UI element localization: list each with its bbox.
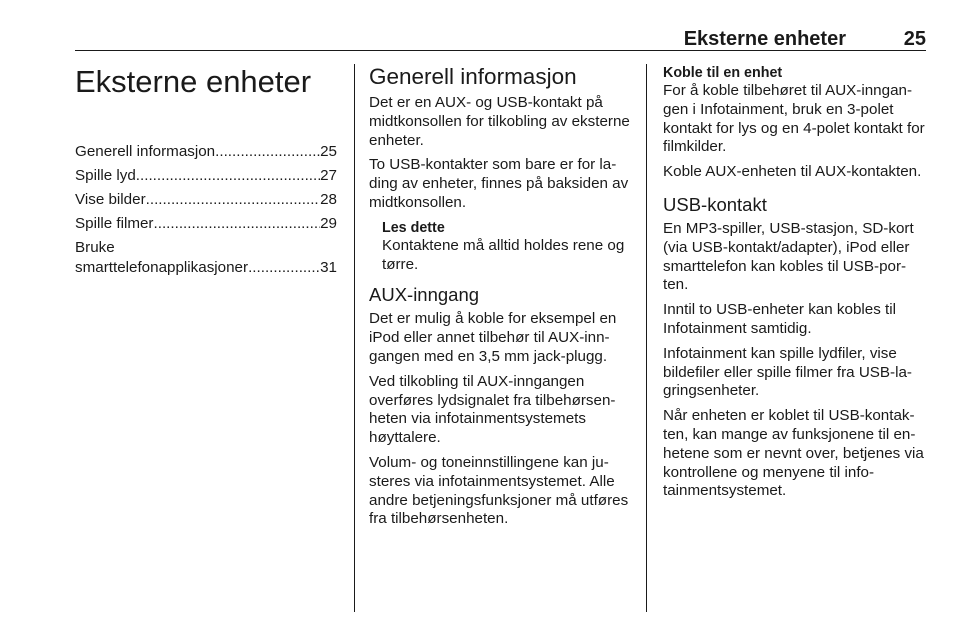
page-number: 25 [903, 28, 926, 50]
table-of-contents [75, 142, 337, 278]
toc-item-label-line1: Bruke [75, 239, 115, 256]
section-heading: Generell informasjon [369, 64, 577, 89]
running-header [75, 26, 926, 51]
toc-item-label: Generell informasjon [75, 143, 216, 160]
paragraph: To USB-kontakter som bare er for lading av enheter, finnes på baksiden av midtkonsollen. [369, 156, 629, 211]
toc-leader [146, 190, 320, 210]
toc-item-label: Spille lyd [75, 167, 136, 184]
column-divider-1 [354, 64, 355, 612]
note-title: Les dette [382, 219, 445, 236]
subsection-heading: USB-kontakt [663, 193, 767, 215]
toc-item[interactable] [75, 214, 337, 234]
column-divider-2 [646, 64, 647, 612]
toc-item[interactable] [75, 190, 337, 210]
toc-leader [154, 214, 321, 234]
content-column-3 [663, 64, 926, 507]
note-body: Kontaktene må alltid holdes rene og tørre. [382, 236, 625, 273]
content-column-2 [369, 64, 631, 535]
toc-item-label: Vise bilder [75, 191, 146, 208]
paragraph: Infotainment kan spille lydfiler, vise bildefiler eller spille filmer fra USB-lagringsenheter. [663, 344, 912, 400]
toc-item[interactable] [75, 166, 337, 186]
subsection-heading: AUX-inngang [369, 284, 480, 306]
paragraph: Inntil to USB-enheter kan kobles til Infotainment samtidig. [663, 301, 896, 337]
toc-leader [248, 258, 320, 278]
paragraph: Ved tilkobling til AUX-inngangen overføres lydsignalet fra tilbehørsenheten via infotainmentsystemets høyttalere. [369, 372, 616, 447]
paragraph: En MP3-spiller, USB-stasjon, SD-kort (via USB-kontakt/adapter), iPod eller smarttelefon kan kobles til USB-porten. [663, 219, 914, 294]
toc-item[interactable] [75, 238, 337, 278]
toc-item-page: 29 [320, 215, 337, 232]
toc-item-page: 28 [320, 191, 337, 208]
header-title: Eksterne enheter [683, 28, 846, 50]
toc-item-label: Spille filmer [75, 215, 154, 232]
paragraph: Volum- og toneinnstillingene kan justeres via infotainmentsystemet. Alle andre betjeningsfunksjoner må utføres fra tilbehørsenheten. [369, 453, 629, 528]
toc-item-label-line2: smarttelefonapplikasjoner [75, 259, 249, 276]
chapter-column [75, 64, 337, 282]
paragraph: For å koble tilbehøret til AUX-inngangen i Infotainment, bruk en 3-polet kontakt for lys og en 4-polet kontakt for filmkilder. [663, 82, 925, 156]
toc-item-page: 27 [320, 167, 337, 184]
toc-leader [136, 166, 320, 186]
paragraph: Når enheten er koblet til USB-kontakten, kan mange av funksjonene til enhetene som er nevnt over, betjenes via kontrollene og menyene til infotainmentsystemet. [663, 407, 924, 500]
toc-item-page: 31 [320, 259, 337, 276]
toc-item[interactable] [75, 142, 337, 162]
minor-heading: Koble til en enhet [663, 65, 783, 81]
paragraph: Det er en AUX- og USB-kontakt på midtkonsollen for tilkobling av eksterne enheter. [369, 94, 630, 149]
toc-leader [215, 142, 320, 162]
paragraph: Det er mulig å koble for eksempel en iPod eller annet tilbehør til AUX-inngangen med en 3,5 mm jack-plugg. [369, 310, 617, 365]
toc-item-page: 25 [320, 143, 337, 160]
chapter-title: Eksterne enheter [75, 64, 312, 99]
note-box [382, 219, 631, 275]
paragraph: Koble AUX-enheten til AUX-kontakten. [663, 163, 922, 181]
